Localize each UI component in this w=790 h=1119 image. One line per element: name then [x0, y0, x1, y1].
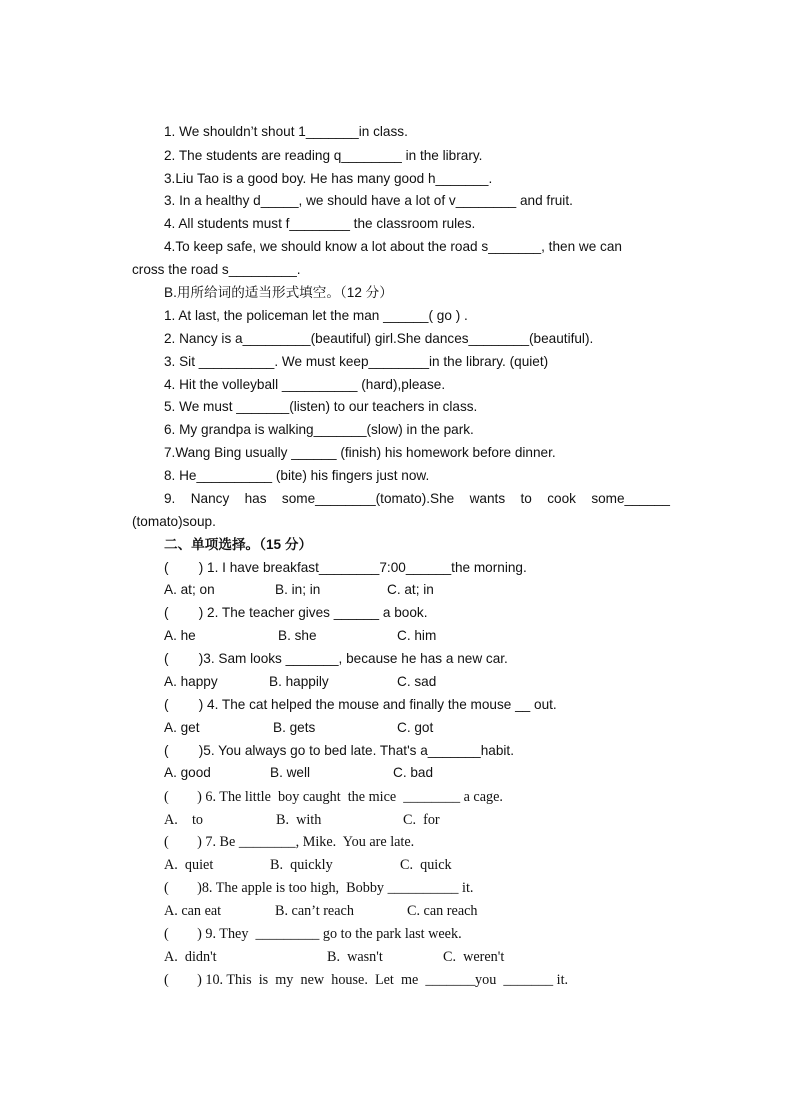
partB-line-2: 2. Nancy is a_________(beautiful) girl.She dances________(beautiful). [164, 331, 594, 346]
mc-option-b: B. happily [269, 674, 329, 689]
mc-option-b: B. with [276, 812, 322, 828]
mc-option-c: C. can reach [407, 903, 478, 919]
partB-line-4: 4. Hit the volleyball __________ (hard),please. [164, 377, 446, 392]
mc-option-b: B. can’t reach [275, 903, 354, 919]
q9-word: has [244, 491, 267, 506]
mc-option-c: C. got [397, 720, 434, 735]
mc-question-5: ( )5. You always go to bed late. That's a_______habit. [164, 743, 514, 758]
mc-option-c: C. for [403, 812, 440, 828]
mc-question-3: ( )3. Sam looks _______, because he has a new car. [164, 651, 508, 666]
mc-option-b: B. well [270, 765, 311, 780]
partB-line-9 [164, 489, 670, 509]
mc-question-1: ( ) 1. I have breakfast________7:00______the morning. [164, 560, 527, 575]
partB-line-7: 7.Wang Bing usually ______ (finish) his homework before dinner. [164, 445, 556, 460]
partC-title: 二、单项选择。（15 分） [164, 537, 313, 552]
mc-option-a: A. good [164, 765, 211, 780]
mc-option-a: A. happy [164, 674, 218, 689]
mc-option-b: B. wasn't [327, 949, 383, 965]
mc-option-a: A. to [164, 812, 204, 828]
mc-option-a: A. can eat [164, 903, 222, 919]
partB-line-8: 8. He__________ (bite) his fingers just now. [164, 468, 430, 483]
q9-word: to [520, 491, 532, 506]
q9-word: 9. [164, 491, 176, 506]
partB-line-1: 1. At last, the policeman let the man ______( go ) . [164, 308, 468, 323]
q9-word: Nancy [190, 491, 230, 506]
mc-option-c: C. bad [393, 765, 434, 780]
mc-option-c: C. sad [397, 674, 437, 689]
mc-option-a: A. get [164, 720, 200, 735]
partB-line-3: 3. Sit __________. We must keep________in the library. (quiet) [164, 354, 549, 369]
partA-line-4: 3. In a healthy d_____, we should have a lot of v________ and fruit. [164, 193, 573, 208]
partA-line-6: 4.To keep safe, we should know a lot about the road s_______, then we can [164, 239, 622, 254]
mc-option-c: C. quick [400, 857, 452, 873]
mc-question-8: ( )8. The apple is too high, Bobby __________ it. [164, 880, 474, 896]
partA-line-3: 3.Liu Tao is a good boy. He has many good h_______. [164, 171, 493, 186]
q9-word: some________(tomato).She [281, 491, 455, 506]
mc-option-b: B. quickly [270, 857, 333, 873]
mc-option-a: A. didn't [164, 949, 217, 965]
mc-option-b: B. gets [273, 720, 316, 735]
mc-question-2: ( ) 2. The teacher gives ______ a book. [164, 605, 428, 620]
mc-option-a: A. he [164, 628, 196, 643]
partA-line-2: 2. The students are reading q________ in the library. [164, 148, 483, 163]
mc-option-a: A. at; on [164, 582, 215, 597]
mc-option-b: B. in; in [275, 582, 321, 597]
partB-line-6: 6. My grandpa is walking_______(slow) in the park. [164, 422, 474, 437]
q9-word: some______ [591, 491, 670, 506]
partA-line-5: 4. All students must f________ the classroom rules. [164, 216, 476, 231]
mc-option-a: A. quiet [164, 857, 214, 873]
q9-word: wants [469, 491, 506, 506]
q9-word: cook [547, 491, 576, 506]
mc-question-6: ( ) 6. The little boy caught the mice ________ a cage. [164, 789, 503, 805]
mc-option-c: C. weren't [443, 949, 505, 965]
mc-question-4: ( ) 4. The cat helped the mouse and finally the mouse __ out. [164, 697, 557, 712]
partA-line-1: 1. We shouldn’t shout 1_______in class. [164, 124, 408, 139]
partB-title: B.用所给词的适当形式填空。（12 分） [164, 285, 393, 300]
partB-line-9-cont: (tomato)soup. [132, 514, 216, 529]
partB-line-5: 5. We must _______(listen) to our teachers in class. [164, 399, 478, 414]
mc-question-9: ( ) 9. They _________ go to the park last week. [164, 926, 462, 942]
mc-option-b: B. she [278, 628, 317, 643]
mc-option-c: C. him [397, 628, 437, 643]
mc-question-10: ( ) 10. This is my new house. Let me _______you _______ it. [164, 972, 569, 988]
mc-question-7: ( ) 7. Be ________, Mike. You are late. [164, 834, 415, 850]
mc-option-c: C. at; in [387, 582, 434, 597]
partA-line-6-cont: cross the road s_________. [132, 262, 301, 277]
